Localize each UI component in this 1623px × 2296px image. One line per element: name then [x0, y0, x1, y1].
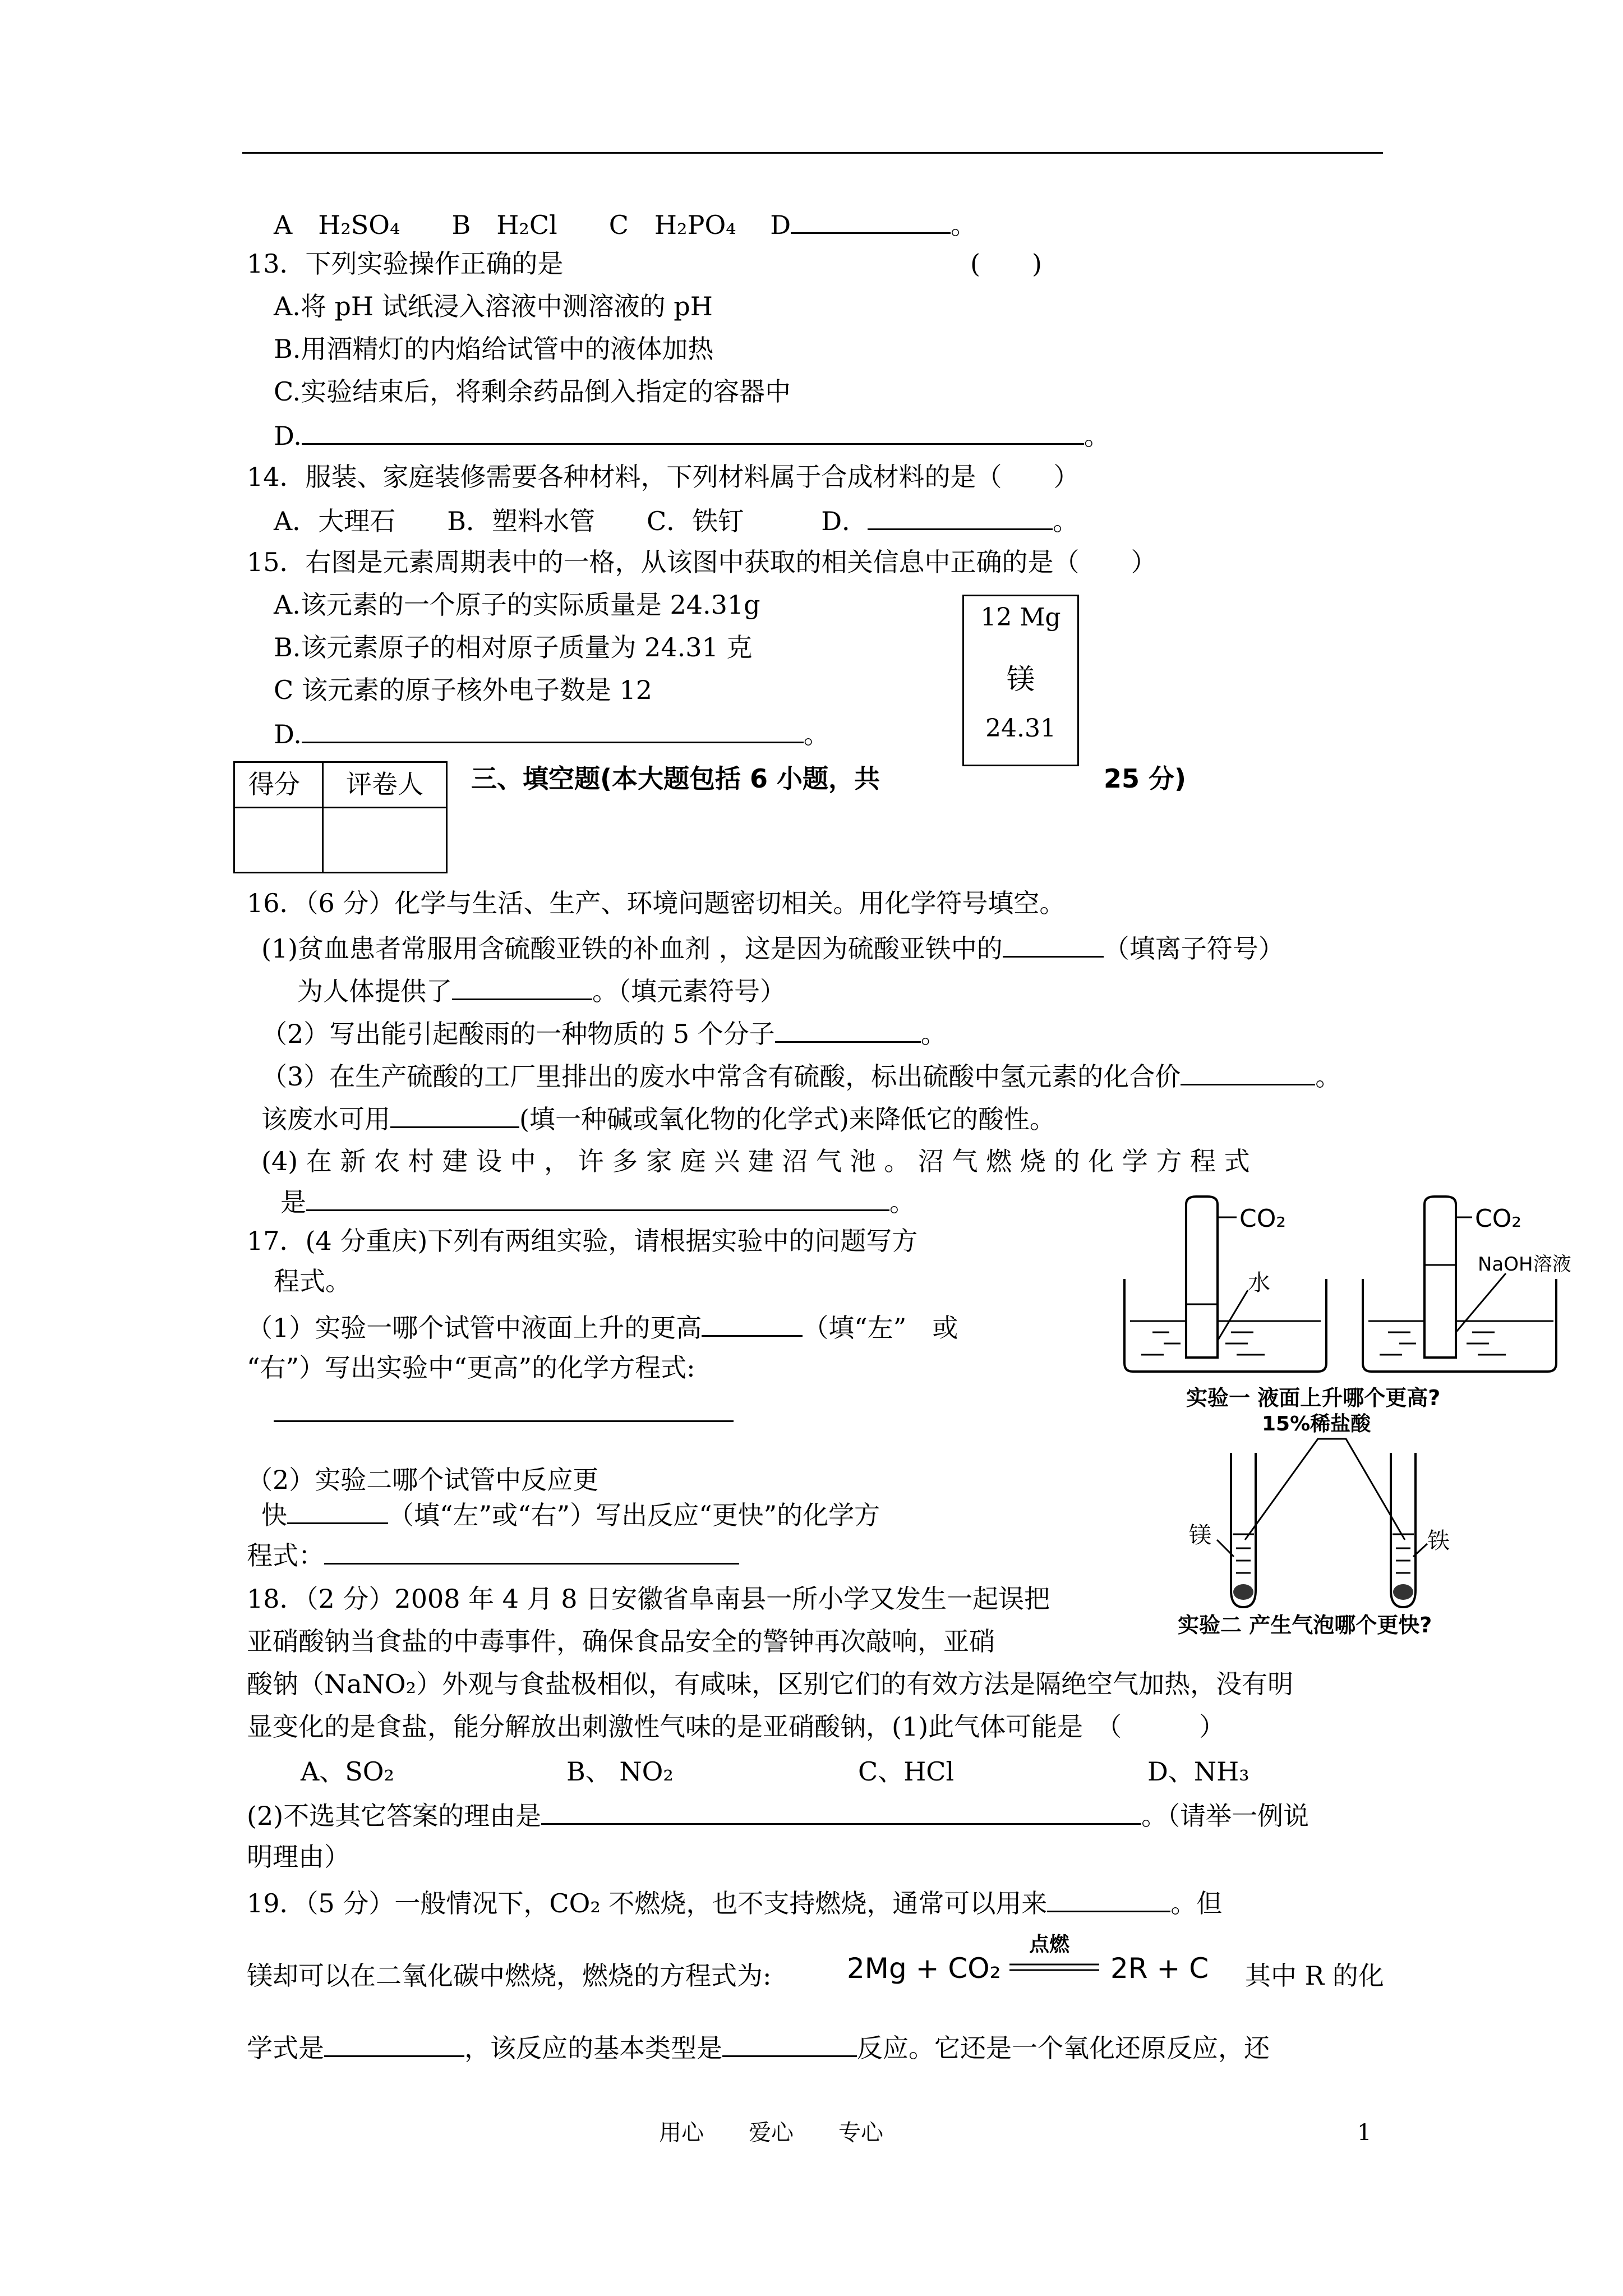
q16-part1-cont: 为人体提供了 。（填元素符号）	[297, 974, 786, 1007]
score-table	[233, 761, 448, 873]
experiment-2-figure	[1178, 1414, 1514, 1638]
experiment-2-caption: 实验二 产生气泡哪个更快?	[1178, 1613, 1432, 1637]
q17-stem-cont: 程式。	[274, 1266, 351, 1296]
q18-part2: (2)不选其它答案的理由是 。（请举一例说	[247, 1798, 1309, 1832]
q19-line1: 19．（5 分）一般情况下，CO₂ 不燃烧，也不支持燃烧，通常可以用来 。但	[247, 1886, 1222, 1919]
q17-part1-answer-line	[274, 1396, 734, 1422]
q19-line2: 镁却可以在二氧化碳中燃烧，燃烧的方程式为:	[247, 1961, 772, 1991]
q13-paren: ( )	[970, 249, 1042, 279]
header-rule	[242, 152, 1383, 154]
q15-option-c: C 该元素的原子核外电子数是 12	[274, 675, 652, 705]
iron-label: 铁	[1427, 1528, 1450, 1554]
experiment-1-figure	[1119, 1192, 1571, 1411]
periodic-table-cell	[962, 595, 1079, 766]
q17-part1-cont: “右”）写出实验中“更高”的化学方程式:	[247, 1352, 695, 1383]
q15-stem: 15．右图是元素周期表中的一格，从该图中获取的相关信息中正确的是（ ）	[247, 547, 1157, 577]
q13-option-b: B.用酒精灯的内焰给试管中的液体加热	[274, 334, 714, 364]
q16-part1: (1)贫血患者常服用含硫酸亚铁的补血剂 ，这是因为硫酸亚铁中的 （填离子符号）	[261, 931, 1284, 964]
q17-part2-cont2: 程式：	[247, 1538, 739, 1571]
q14-stem: 14．服装、家庭装修需要各种材料，下列材料属于合成材料的是（ ）	[247, 462, 1080, 492]
cell-atomic-mass: 24.31	[985, 714, 1056, 743]
q13-stem: 13．下列实验操作正确的是	[247, 249, 564, 279]
page-number: 1	[1357, 2120, 1372, 2146]
q14-options: A．大理石 B．塑料水管 C．铁钉 D． 。	[274, 504, 1078, 537]
equation-reactants: 2Mg + CO₂	[847, 1952, 1001, 1985]
water-label: 水	[1248, 1270, 1270, 1296]
co2-label-left: CO₂	[1239, 1204, 1286, 1233]
q19-line2-end: 其中 R 的化	[1245, 1961, 1384, 1991]
experiment-1-caption: 实验一 液面上升哪个更高?	[1186, 1386, 1441, 1410]
magnesium-label: 镁	[1189, 1522, 1211, 1548]
q13-option-a: A.将 pH 试纸浸入溶液中测溶液的 pH	[274, 291, 713, 321]
q15-option-a: A.该元素的一个原子的实际质量是 24.31g	[274, 590, 760, 620]
q18-line2: 亚硝酸钠当食盐的中毒事件，确保食品安全的警钟再次敲响，亚硝	[247, 1626, 995, 1657]
q18-option-b: B、 NO₂	[566, 1756, 674, 1787]
q18-option-c: C、HCl	[858, 1756, 955, 1787]
q17-part1: （1）实验一哪个试管中液面上升的更高 （填“左” 或	[247, 1310, 958, 1343]
section-3-title: 三、填空题(本大题包括 6 小题，共	[471, 763, 880, 794]
q17-part2: （2）实验二哪个试管中反应更	[247, 1465, 599, 1495]
q17-stem: 17．(4 分重庆)下列有两组实验，请根据实验中的问题写方	[247, 1226, 918, 1256]
q12-options: A H₂SO₄ B H₂Cl C H₂PO₄ D 。	[274, 208, 976, 241]
q16-part3: （3）在生产硫酸的工厂里排出的废水中常含有硫酸，标出硫酸中氢元素的化合价 。	[261, 1059, 1341, 1092]
naoh-label: NaOH溶液	[1478, 1253, 1571, 1276]
q18-option-a: A、SO₂	[301, 1756, 394, 1787]
q13-option-c: C.实验结束后，将剩余药品倒入指定的容器中	[274, 376, 791, 407]
footer-motto: 用心 爱心 专心	[659, 2120, 883, 2146]
q19-line3: 学式是 ，该反应的基本类型是 反应。它还是一个氧化还原反应，还	[247, 2031, 1270, 2064]
q13-option-d: D. 。	[274, 418, 1110, 452]
cell-element-name: 镁	[1007, 663, 1035, 696]
acid-label: 15%稀盐酸	[1262, 1412, 1371, 1435]
q18-line4: 显变化的是食盐，能分解放出刺激性气味的是亚硝酸钠，(1)此气体可能是 （ ）	[247, 1711, 1225, 1742]
q16-part4-cont: 是 。	[280, 1185, 915, 1218]
grader-header: 评卷人	[346, 769, 423, 799]
q18-line1: 18．（2 分）2008 年 4 月 8 日安徽省阜南县一所小学又发生一起误把	[247, 1584, 1050, 1614]
q15-option-d: D. 。	[274, 717, 829, 750]
cell-number-symbol: 12 Mg	[980, 603, 1061, 632]
q16-stem: 16．（6 分）化学与生活、生产、环境问题密切相关。用化学符号填空。	[247, 888, 1066, 918]
section-3-score: 25 分)	[1104, 763, 1187, 794]
q18-part2-cont: 明理由）	[247, 1842, 350, 1872]
q16-part3-cont: 该废水可用 (填一种碱或氧化物的化学式)来降低它的酸性。	[261, 1102, 1055, 1135]
q18-line3: 酸钠（NaNO₂）外观与食盐极相似，有咸味，区别它们的有效方法是隔绝空气加热，没有明	[247, 1669, 1294, 1699]
q17-part2-cont: 快 （填“左”或“右”）写出反应“更快”的化学方	[261, 1498, 880, 1531]
q15-option-b: B.该元素原子的相对原子质量为 24.31 克	[274, 632, 753, 662]
q18-option-d: D、NH₃	[1147, 1756, 1249, 1787]
co2-label-right: CO₂	[1475, 1204, 1521, 1233]
equation-products: 2R + C	[1110, 1952, 1209, 1985]
q16-part4: (4) 在 新 农 村 建 设 中 ， 许 多 家 庭 兴 建 沼 气 池 。 沼 气 燃 烧 的 化 学 方 程 式	[261, 1146, 1250, 1176]
score-header: 得分	[248, 769, 300, 799]
q16-part2: （2）写出能引起酸雨的一种物质的 5 个分子 。	[261, 1016, 947, 1050]
equation-condition: 点燃	[1029, 1933, 1070, 1956]
combustion-equation	[847, 1927, 1239, 1989]
